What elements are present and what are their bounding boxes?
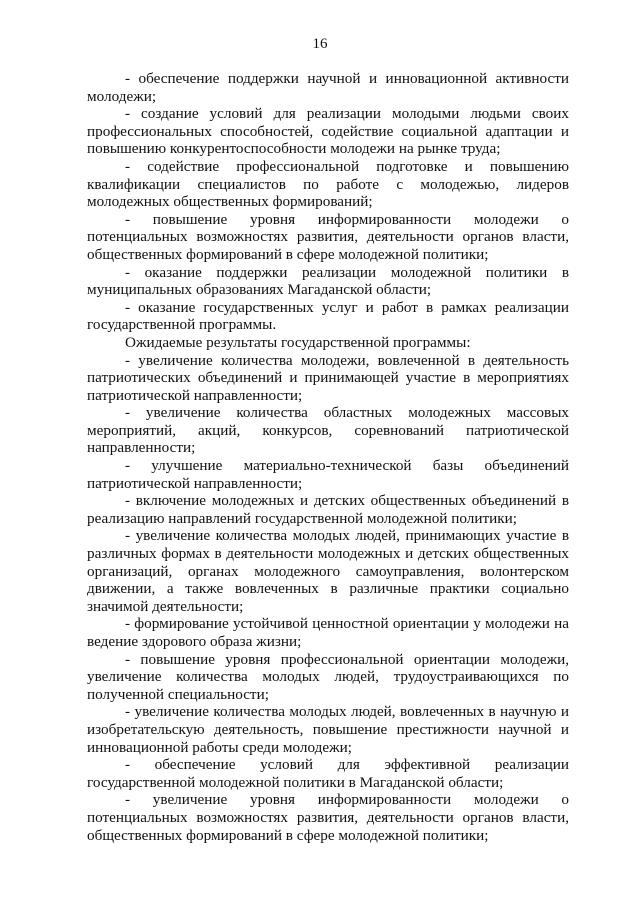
body-text (87, 70, 569, 844)
paragraph: - обеспечение поддержки научной и инновационной активности молодежи; (87, 70, 569, 105)
paragraph: - содействие профессиональной подготовке и повышению квалификации специалистов по работе с молодежью, лидеров молодежных общественных формирований; (87, 157, 569, 211)
paragraph: - повышение уровня профессиональной ориентации молодежи, увеличение количества молодых людей, трудоустраивающихся по полученной специальности; (87, 650, 569, 703)
paragraph: - создание условий для реализации молодыми людьми своих профессиональных способностей, содействие социальной адаптации и повышению конкурентоспособности молодежи на рынке труда; (87, 105, 569, 158)
paragraph: - повышение уровня информированности молодежи о потенциальных возможностях развития, деятельности органов власти, общественных формирований в сфере молодежной политики; (87, 210, 569, 263)
paragraph: - увеличение количества областных молодежных массовых мероприятий, акций, конкурсов, соревнований патриотической направленности; (87, 404, 569, 457)
paragraph: - улучшение материально-технической базы объединений патриотической направленности; (87, 457, 569, 492)
paragraph: - оказание поддержки реализации молодежной политики в муниципальных образованиях Магаданской области; (87, 263, 569, 299)
page-number: 16 (312, 36, 328, 52)
paragraph: - увеличение количества молодых людей, вовлеченных в научную и изобретательскую деятельность, повышение престижности научной и инновационной работы среди молодежи; (87, 703, 569, 756)
paragraph: - увеличение количества молодежи, вовлеченной в деятельность патриотических объединений и принимающей участие в мероприятиях патриотической направленности; (87, 351, 569, 404)
paragraph: - увеличение количества молодых людей, принимающих участие в различных формах в деятельности молодежных и детских общественных организаций, органах молодежного самоуправления, волонтерском движении, а также вовлеченных в различные практики социально значимой деятельности; (87, 527, 569, 615)
paragraph: - включение молодежных и детских общественных объединений в реализацию направлений государственной молодежной политики; (87, 492, 569, 527)
paragraph: - увеличение уровня информированности молодежи о потенциальных возможностях развития, деятельности органов власти, общественных формирований в сфере молодежной политики; (87, 791, 569, 844)
paragraph: - оказание государственных услуг и работ в рамках реализации государственной программы. (87, 298, 569, 334)
section-heading: Ожидаемые результаты государственной программы: (125, 333, 471, 351)
paragraph: - обеспечение условий для эффективной реализации государственной молодежной политики в Магаданской области; (87, 756, 569, 791)
paragraph: - формирование устойчивой ценностной ориентации у молодежи на ведение здорового образа жизни; (87, 615, 569, 650)
